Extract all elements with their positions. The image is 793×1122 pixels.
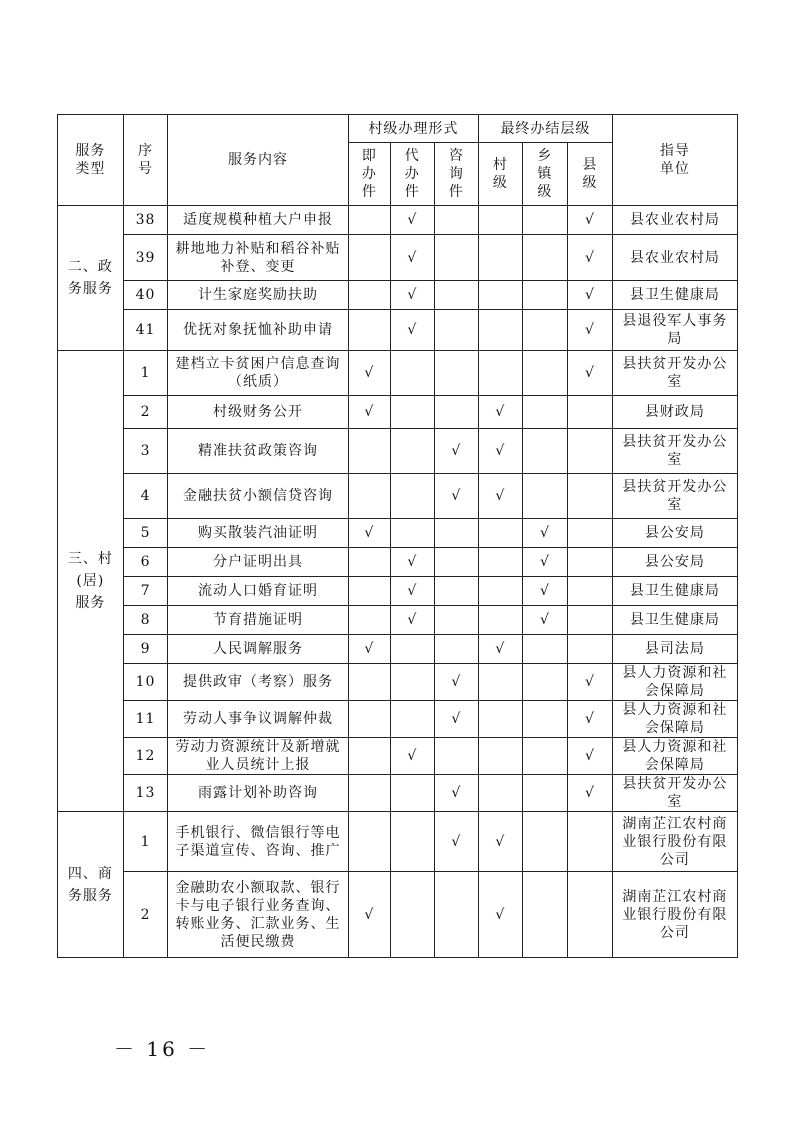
row-unit: 县人力资源和社会保障局 [612,701,737,738]
form-proxy-cell [391,429,434,474]
form-consult-cell [434,206,479,235]
row-seq: 4 [123,474,168,519]
form-immediate-cell [348,206,390,235]
form-proxy-cell [391,812,434,872]
level-town-cell [522,429,568,474]
header-content: 服务内容 [168,115,348,206]
form-immediate-cell [348,701,390,738]
form-proxy-cell: √ [391,235,434,281]
level-county-cell: √ [568,775,613,812]
form-proxy-cell [391,775,434,812]
form-immediate-cell [348,577,390,606]
row-seq: 9 [123,635,168,664]
row-seq: 40 [123,281,168,310]
level-village-cell [479,738,522,775]
level-town-cell [522,872,568,958]
form-immediate-cell [348,310,390,351]
group-name: 二、政 务服务 [58,206,124,351]
row-unit: 县退役军人事务局 [612,310,737,351]
row-content: 优抚对象抚恤补助申请 [168,310,348,351]
level-town-cell [522,812,568,872]
row-content: 提供政审（考察）服务 [168,664,348,701]
level-county-cell: √ [568,206,613,235]
row-seq: 3 [123,429,168,474]
header-level-county: 县 级 [568,143,613,206]
level-village-cell [479,775,522,812]
table-row [58,351,738,396]
level-village-cell: √ [479,635,522,664]
table-row [58,812,738,872]
level-village-cell: √ [479,812,522,872]
row-unit: 湖南芷江农村商业银行股份有限公司 [612,872,737,958]
level-town-cell [522,310,568,351]
table-row [58,519,738,548]
level-village-cell [479,519,522,548]
form-consult-cell: √ [434,429,479,474]
table-row [58,701,738,738]
level-town-cell: √ [522,548,568,577]
level-town-cell [522,281,568,310]
level-town-cell [522,738,568,775]
level-county-cell: √ [568,701,613,738]
row-content: 手机银行、微信银行等电子渠道宣传、咨询、推广 [168,812,348,872]
level-county-cell [568,396,613,429]
table-row [58,872,738,958]
level-village-cell [479,281,522,310]
level-county-cell: √ [568,664,613,701]
level-county-cell: √ [568,310,613,351]
row-unit: 县扶贫开发办公室 [612,351,737,396]
level-town-cell [522,474,568,519]
level-village-cell [479,235,522,281]
form-immediate-cell [348,812,390,872]
form-proxy-cell [391,351,434,396]
level-county-cell: √ [568,235,613,281]
form-proxy-cell: √ [391,281,434,310]
row-seq: 1 [123,812,168,872]
row-seq: 39 [123,235,168,281]
table-row [58,738,738,775]
row-seq: 1 [123,351,168,396]
row-seq: 8 [123,606,168,635]
header-seq: 序 号 [123,115,168,206]
level-county-cell: √ [568,281,613,310]
row-unit: 县卫生健康局 [612,577,737,606]
header-form-consult: 咨 询 件 [434,143,479,206]
header-village-form: 村级办理形式 [348,115,478,143]
row-seq: 11 [123,701,168,738]
row-content: 精准扶贫政策咨询 [168,429,348,474]
form-consult-cell [434,635,479,664]
row-content: 劳动力资源统计及新增就业人员统计上报 [168,738,348,775]
level-county-cell [568,474,613,519]
form-consult-cell [434,351,479,396]
level-village-cell [479,664,522,701]
form-consult-cell [434,281,479,310]
form-consult-cell [434,548,479,577]
form-immediate-cell [348,235,390,281]
table-row [58,635,738,664]
form-consult-cell [434,872,479,958]
form-consult-cell: √ [434,701,479,738]
row-unit: 县卫生健康局 [612,606,737,635]
row-unit: 县农业农村局 [612,206,737,235]
row-seq: 38 [123,206,168,235]
form-proxy-cell [391,474,434,519]
level-town-cell [522,664,568,701]
header-level-town: 乡 镇 级 [522,143,568,206]
form-consult-cell [434,310,479,351]
level-town-cell: √ [522,519,568,548]
level-village-cell [479,351,522,396]
level-village-cell: √ [479,474,522,519]
row-seq: 2 [123,872,168,958]
page-number: － 16 － [114,1037,211,1061]
form-proxy-cell: √ [391,606,434,635]
row-content: 耕地地力补贴和稻谷补贴补登、变更 [168,235,348,281]
row-content: 建档立卡贫困户信息查询（纸质） [168,351,348,396]
form-proxy-cell: √ [391,738,434,775]
form-proxy-cell [391,701,434,738]
level-village-cell: √ [479,872,522,958]
table-row [58,281,738,310]
header-level-village: 村 级 [479,143,522,206]
level-village-cell [479,701,522,738]
form-consult-cell [434,738,479,775]
form-consult-cell: √ [434,775,479,812]
row-seq: 5 [123,519,168,548]
form-consult-cell: √ [434,664,479,701]
form-proxy-cell [391,664,434,701]
level-town-cell [522,701,568,738]
level-county-cell [568,812,613,872]
form-proxy-cell [391,396,434,429]
form-immediate-cell: √ [348,351,390,396]
form-immediate-cell [348,775,390,812]
header-guide-unit: 指导 单位 [612,115,737,206]
form-proxy-cell: √ [391,548,434,577]
form-proxy-cell [391,872,434,958]
form-consult-cell: √ [434,474,479,519]
row-content: 购买散装汽油证明 [168,519,348,548]
table-body [58,115,738,958]
service-table [57,114,738,958]
level-village-cell [479,548,522,577]
table-row [58,310,738,351]
row-unit: 县财政局 [612,396,737,429]
form-immediate-cell: √ [348,635,390,664]
row-unit: 县人力资源和社会保障局 [612,738,737,775]
level-village-cell [479,206,522,235]
form-proxy-cell [391,519,434,548]
level-town-cell [522,775,568,812]
row-unit: 湖南芷江农村商业银行股份有限公司 [612,812,737,872]
level-county-cell [568,548,613,577]
row-content: 分户证明出具 [168,548,348,577]
level-county-cell [568,429,613,474]
form-proxy-cell [391,635,434,664]
level-village-cell [479,606,522,635]
form-consult-cell [434,235,479,281]
row-content: 雨露计划补助咨询 [168,775,348,812]
level-county-cell [568,635,613,664]
table-row [58,429,738,474]
header-form-proxy: 代 办 件 [391,143,434,206]
level-town-cell: √ [522,606,568,635]
row-unit: 县人力资源和社会保障局 [612,664,737,701]
form-consult-cell [434,577,479,606]
form-immediate-cell [348,738,390,775]
table-row [58,577,738,606]
form-consult-cell: √ [434,812,479,872]
header-row-1 [58,115,738,143]
form-immediate-cell: √ [348,396,390,429]
header-service-type: 服务 类型 [58,115,124,206]
form-proxy-cell: √ [391,206,434,235]
row-seq: 10 [123,664,168,701]
level-county-cell [568,577,613,606]
level-town-cell [522,396,568,429]
level-town-cell [522,351,568,396]
table-row [58,775,738,812]
level-county-cell [568,606,613,635]
table-row [58,396,738,429]
table-row [58,548,738,577]
level-county-cell: √ [568,351,613,396]
row-content: 金融助农小额取款、银行卡与电子银行业务查询、转账业务、汇款业务、生活便民缴费 [168,872,348,958]
form-consult-cell [434,606,479,635]
row-seq: 41 [123,310,168,351]
level-village-cell: √ [479,396,522,429]
header-final-level: 最终办结层级 [479,115,613,143]
row-content: 劳动人事争议调解仲裁 [168,701,348,738]
level-town-cell [522,235,568,281]
row-content: 流动人口婚育证明 [168,577,348,606]
table-row [58,606,738,635]
form-immediate-cell [348,548,390,577]
form-immediate-cell [348,664,390,701]
row-content: 人民调解服务 [168,635,348,664]
form-immediate-cell: √ [348,872,390,958]
form-immediate-cell [348,281,390,310]
form-immediate-cell [348,606,390,635]
level-town-cell: √ [522,577,568,606]
row-unit: 县农业农村局 [612,235,737,281]
row-content: 适度规模种植大户申报 [168,206,348,235]
row-unit: 县卫生健康局 [612,281,737,310]
level-county-cell: √ [568,738,613,775]
row-content: 计生家庭奖励扶助 [168,281,348,310]
form-immediate-cell [348,429,390,474]
form-consult-cell [434,519,479,548]
row-seq: 2 [123,396,168,429]
level-county-cell [568,519,613,548]
row-content: 村级财务公开 [168,396,348,429]
row-seq: 6 [123,548,168,577]
row-unit: 县扶贫开发办公室 [612,474,737,519]
level-county-cell [568,872,613,958]
form-immediate-cell [348,474,390,519]
row-unit: 县扶贫开发办公室 [612,429,737,474]
level-town-cell [522,635,568,664]
form-immediate-cell: √ [348,519,390,548]
row-unit: 县公安局 [612,548,737,577]
table-row [58,206,738,235]
group-name: 三、村 (居) 服务 [58,351,124,812]
row-unit: 县扶贫开发办公室 [612,775,737,812]
form-consult-cell [434,396,479,429]
level-village-cell [479,577,522,606]
row-content: 节育措施证明 [168,606,348,635]
row-seq: 12 [123,738,168,775]
form-proxy-cell: √ [391,577,434,606]
group-name: 四、商 务服务 [58,812,124,958]
row-content: 金融扶贫小额信贷咨询 [168,474,348,519]
level-village-cell: √ [479,429,522,474]
row-unit: 县公安局 [612,519,737,548]
level-town-cell [522,206,568,235]
table-row [58,235,738,281]
form-proxy-cell: √ [391,310,434,351]
level-village-cell [479,310,522,351]
row-seq: 7 [123,577,168,606]
table-row [58,474,738,519]
row-unit: 县司法局 [612,635,737,664]
table-row [58,664,738,701]
header-form-immediate: 即 办 件 [348,143,390,206]
row-seq: 13 [123,775,168,812]
